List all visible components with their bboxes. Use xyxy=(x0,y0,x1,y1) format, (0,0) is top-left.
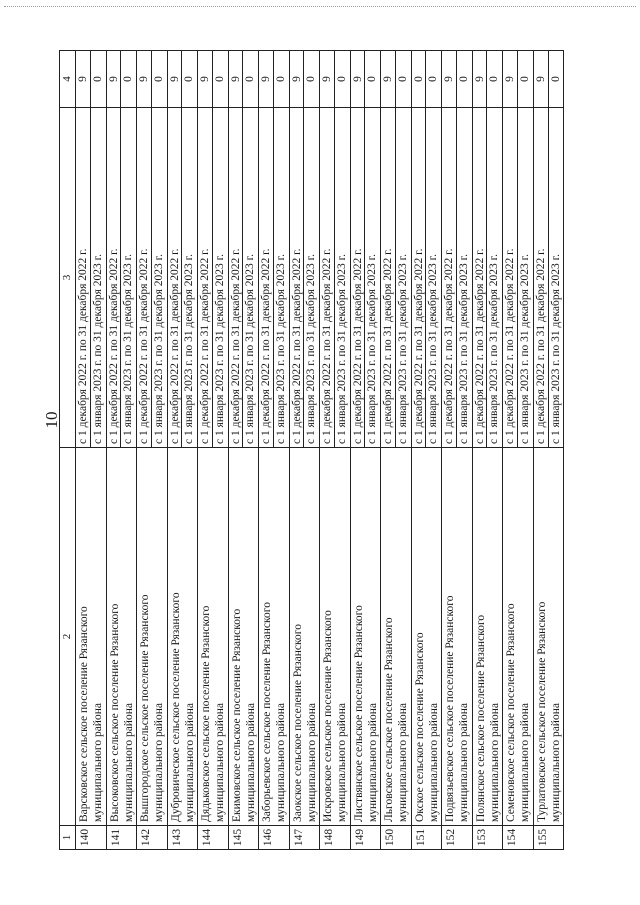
row-number: 150 xyxy=(381,825,411,849)
period-cell xyxy=(534,107,565,447)
value-2022: 9 xyxy=(473,51,488,107)
settlement-name xyxy=(381,447,411,825)
row-number: 146 xyxy=(259,825,289,849)
row-number: 149 xyxy=(351,825,381,849)
value-2022: 9 xyxy=(198,51,213,107)
table-body xyxy=(76,51,564,849)
row-number: 145 xyxy=(229,825,259,849)
value-2023: 0 xyxy=(152,76,165,82)
settlement-name-line-2: муниципального района xyxy=(488,703,501,822)
value-2023: 0 xyxy=(427,76,440,82)
table-stage xyxy=(59,50,564,850)
settlement-name xyxy=(503,447,533,825)
settlement-name-line-1: Заокское сельское поселение Рязанского xyxy=(291,624,304,822)
period-2023: с 1 января 2023 г. по 31 декабря 2023 г. xyxy=(518,254,531,444)
table-row xyxy=(76,51,107,849)
period-cell xyxy=(473,107,503,447)
settlement-name xyxy=(320,447,350,825)
settlement-name xyxy=(534,447,565,825)
settlement-name-line-2: муниципального района xyxy=(519,703,531,822)
table-row xyxy=(320,51,351,849)
settlement-name-line-2: муниципального района xyxy=(183,703,196,822)
period-2022: с 1 декабря 2022 г. по 31 декабря 2022 г. xyxy=(198,108,213,447)
settlement-name-line-1: Высоковское сельское поселение Рязанского xyxy=(108,603,121,822)
value-cell xyxy=(381,51,411,107)
settlement-name xyxy=(137,447,167,825)
value-2022: 9 xyxy=(76,51,91,107)
period-2022: с 1 декабря 2022 г. по 31 декабря 2022 г. xyxy=(137,108,152,447)
table-row xyxy=(290,51,321,849)
period-2022: с 1 декабря 2022 г. по 31 декабря 2022 г. xyxy=(503,108,518,447)
period-2022: с 1 декабря 2022 г. по 31 декабря 2022 г. xyxy=(351,108,366,447)
header-col-2: 2 xyxy=(60,447,75,825)
value-cell xyxy=(76,51,106,107)
value-cell xyxy=(442,51,472,107)
settlement-name-line-2: муниципального района xyxy=(214,703,226,822)
period-2023: с 1 января 2023 г. по 31 декабря 2023 г. xyxy=(122,254,135,444)
header-col-4: 4 xyxy=(61,76,73,82)
value-2022: 9 xyxy=(442,51,457,107)
period-2023: с 1 января 2023 г. по 31 декабря 2023 г. xyxy=(457,254,470,444)
settlement-name-line-1: Листвянское сельское поселение Рязанского xyxy=(352,605,365,822)
row-number: 153 xyxy=(473,825,503,849)
period-2023: с 1 января 2023 г. по 31 декабря 2023 г. xyxy=(549,254,562,444)
period-cell xyxy=(137,107,167,447)
value-2023: 0 xyxy=(274,76,287,82)
settlement-name-line-2: муниципального района xyxy=(122,703,135,822)
value-2022: 0 xyxy=(412,51,427,107)
scan-edge-line xyxy=(4,6,636,7)
settlement-name xyxy=(198,447,228,825)
value-cell xyxy=(137,51,167,107)
period-2023: с 1 января 2023 г. по 31 декабря 2023 г. xyxy=(244,254,257,444)
settlement-name-line-1: Варсковское сельское поселение Рязанского xyxy=(78,606,90,822)
period-cell xyxy=(503,107,533,447)
tariff-table xyxy=(59,50,564,850)
value-cell xyxy=(229,51,259,107)
table-row xyxy=(412,51,443,849)
table-row xyxy=(381,51,412,849)
header-col-1: 1 xyxy=(60,825,75,849)
period-2023: с 1 января 2023 г. по 31 декабря 2023 г. xyxy=(183,254,196,444)
value-cell xyxy=(503,51,533,107)
value-2023: 0 xyxy=(244,76,257,82)
value-cell xyxy=(534,51,565,107)
settlement-name-line-1: Искровское сельское поселение Рязанского xyxy=(322,610,334,822)
settlement-name-line-2: муниципального района xyxy=(92,703,104,822)
table-row xyxy=(473,51,504,849)
table-row xyxy=(534,51,565,849)
settlement-name xyxy=(290,447,320,825)
table-row xyxy=(107,51,138,849)
row-number: 154 xyxy=(503,825,533,849)
value-2022: 9 xyxy=(320,51,335,107)
settlement-name xyxy=(229,447,259,825)
value-cell xyxy=(320,51,350,107)
value-cell xyxy=(351,51,381,107)
period-2022: с 1 декабря 2022 г. по 31 декабря 2022 г. xyxy=(534,108,549,447)
value-2023: 0 xyxy=(488,76,501,82)
value-2022: 9 xyxy=(534,51,549,107)
period-2022: с 1 декабря 2022 г. по 31 декабря 2022 г. xyxy=(442,108,457,447)
period-2023: с 1 января 2023 г. по 31 декабря 2023 г. xyxy=(427,254,440,444)
page-number: 10 xyxy=(42,411,61,429)
value-cell xyxy=(259,51,289,107)
value-cell xyxy=(290,51,320,107)
settlement-name-line-1: Льговское сельское поселение Рязанского xyxy=(383,617,395,822)
settlement-name xyxy=(259,447,289,825)
value-2022: 9 xyxy=(503,51,518,107)
period-2022: с 1 декабря 2022 г. по 31 декабря 2022 г. xyxy=(473,108,488,447)
period-2023: с 1 января 2023 г. по 31 декабря 2023 г. xyxy=(335,254,348,444)
value-2023: 0 xyxy=(305,76,318,82)
table-header-row xyxy=(60,51,76,849)
period-2023: с 1 января 2023 г. по 31 декабря 2023 г. xyxy=(305,254,318,444)
value-2023: 0 xyxy=(183,76,196,82)
settlement-name-line-1: Дядьковское сельское поселение Рязанского xyxy=(200,605,212,822)
row-number: 140 xyxy=(76,825,106,849)
table-row xyxy=(229,51,260,849)
settlement-name-line-2: муниципального района xyxy=(244,703,257,822)
period-cell xyxy=(76,107,106,447)
value-2023: 0 xyxy=(213,76,226,82)
period-cell xyxy=(107,107,137,447)
header-col-3: 3 xyxy=(60,107,75,447)
settlement-name-line-1: Заборьевское сельское поселение Рязанского xyxy=(261,602,273,822)
row-number: 152 xyxy=(442,825,472,849)
period-cell xyxy=(229,107,259,447)
period-2023: с 1 января 2023 г. по 31 декабря 2023 г. xyxy=(152,254,165,444)
settlement-name-line-2: муниципального района xyxy=(305,703,318,822)
period-2023: с 1 января 2023 г. по 31 декабря 2023 г. xyxy=(366,254,379,444)
period-2022: с 1 декабря 2022 г. по 31 декабря 2022 г. xyxy=(320,108,335,447)
settlement-name xyxy=(442,447,472,825)
value-2022: 9 xyxy=(168,51,183,107)
period-2022: с 1 декабря 2022 г. по 31 декабря 2022 г. xyxy=(76,108,91,447)
row-number: 151 xyxy=(412,825,442,849)
period-cell xyxy=(259,107,289,447)
period-2023: с 1 января 2023 г. по 31 декабря 2023 г. xyxy=(488,254,501,444)
period-2023: с 1 января 2023 г. по 31 декабря 2023 г. xyxy=(274,254,287,444)
value-cell xyxy=(473,51,503,107)
value-2022: 9 xyxy=(107,51,122,107)
row-number: 141 xyxy=(107,825,137,849)
row-number: 147 xyxy=(290,825,320,849)
settlement-name xyxy=(76,447,106,825)
period-cell xyxy=(412,107,442,447)
settlement-name-line-1: Окское сельское поселение Рязанского xyxy=(413,632,426,822)
settlement-name-line-2: муниципального района xyxy=(458,703,470,822)
settlement-name-line-1: Подвязьевское сельское поселение Рязанского xyxy=(444,595,456,822)
period-2022: с 1 декабря 2022 г. по 31 декабря 2022 г. xyxy=(107,108,122,447)
settlement-name xyxy=(412,447,442,825)
settlement-name-line-2: муниципального района xyxy=(397,703,409,822)
row-number: 144 xyxy=(198,825,228,849)
period-2022: с 1 декабря 2022 г. по 31 декабря 2022 г. xyxy=(412,108,427,447)
period-2022: с 1 декабря 2022 г. по 31 декабря 2022 г. xyxy=(229,108,244,447)
value-cell xyxy=(107,51,137,107)
period-2022: с 1 декабря 2022 г. по 31 декабря 2022 г. xyxy=(168,108,183,447)
settlement-name-line-2: муниципального района xyxy=(366,703,379,822)
period-cell xyxy=(290,107,320,447)
table-row xyxy=(503,51,534,849)
value-2022: 9 xyxy=(259,51,274,107)
settlement-name xyxy=(168,447,198,825)
settlement-name-line-2: муниципального района xyxy=(549,703,562,822)
settlement-name xyxy=(351,447,381,825)
value-2023: 0 xyxy=(549,76,562,82)
period-2022: с 1 декабря 2022 г. по 31 декабря 2022 г. xyxy=(381,108,396,447)
table-row xyxy=(168,51,199,849)
value-2023: 0 xyxy=(457,76,470,82)
value-2023: 0 xyxy=(396,76,409,82)
period-cell xyxy=(381,107,411,447)
settlement-name-line-1: Семеновское сельское поселение Рязанского xyxy=(505,603,517,822)
period-2023: с 1 января 2023 г. по 31 декабря 2023 г. xyxy=(213,254,226,444)
period-2022: с 1 декабря 2022 г. по 31 декабря 2022 г. xyxy=(259,108,274,447)
period-cell xyxy=(351,107,381,447)
value-2023: 0 xyxy=(518,76,531,82)
value-2023: 0 xyxy=(122,76,135,82)
settlement-name-line-1: Турлатовское сельское поселение Рязанского xyxy=(535,601,548,822)
settlement-name xyxy=(473,447,503,825)
settlement-name-line-1: Полянское сельское поселение Рязанского xyxy=(474,614,487,822)
value-2022: 9 xyxy=(351,51,366,107)
row-number: 142 xyxy=(137,825,167,849)
period-2023: с 1 января 2023 г. по 31 декабря 2023 г. xyxy=(91,254,104,444)
value-2022: 9 xyxy=(381,51,396,107)
settlement-name-line-2: муниципального района xyxy=(153,703,165,822)
table-row xyxy=(198,51,229,849)
table-row xyxy=(442,51,473,849)
period-cell xyxy=(168,107,198,447)
value-2022: 9 xyxy=(229,51,244,107)
settlement-name-line-1: Вышгородское сельское поселение Рязанского xyxy=(139,594,151,822)
settlement-name-line-2: муниципального района xyxy=(427,703,440,822)
value-cell xyxy=(412,51,442,107)
period-2022: с 1 декабря 2022 г. по 31 декабря 2022 г. xyxy=(290,108,305,447)
value-cell xyxy=(198,51,228,107)
settlement-name xyxy=(107,447,137,825)
table-row xyxy=(137,51,168,849)
row-number: 155 xyxy=(534,825,565,849)
row-number: 148 xyxy=(320,825,350,849)
period-cell xyxy=(198,107,228,447)
table-row xyxy=(351,51,382,849)
table-row xyxy=(259,51,290,849)
row-number: 143 xyxy=(168,825,198,849)
period-cell xyxy=(442,107,472,447)
settlement-name-line-1: Екимовское сельское поселение Рязанского xyxy=(230,608,243,822)
value-2023: 0 xyxy=(91,76,104,82)
value-2022: 9 xyxy=(290,51,305,107)
settlement-name-line-2: муниципального района xyxy=(336,703,348,822)
period-cell xyxy=(320,107,350,447)
settlement-name-line-2: муниципального района xyxy=(275,703,287,822)
value-cell xyxy=(168,51,198,107)
value-2022: 9 xyxy=(137,51,152,107)
period-2023: с 1 января 2023 г. по 31 декабря 2023 г. xyxy=(396,254,409,444)
settlement-name-line-1: Дубровическое сельское поселение Рязанского xyxy=(169,592,182,822)
value-2023: 0 xyxy=(366,76,379,82)
value-2023: 0 xyxy=(335,76,348,82)
